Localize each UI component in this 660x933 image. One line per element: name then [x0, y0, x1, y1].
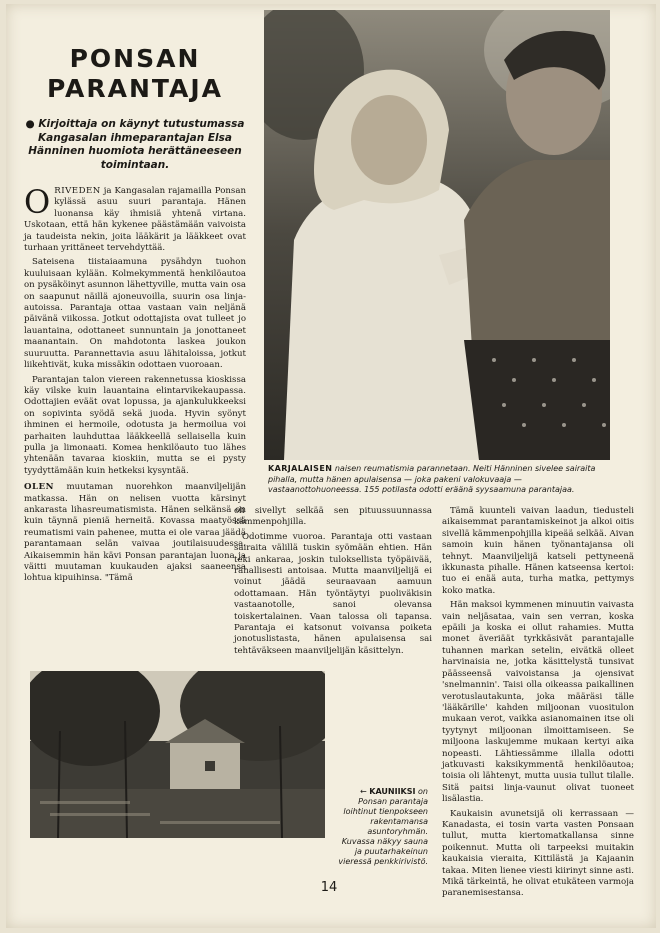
- paragraph: Tämä kuunteli vaivan laadun, tiedusteli aikaisemmat parantamiskeinot ja alkoi oitis sivellä kämmenpohjilla kipeää selkää. Aivan samoin kuin hänen työnantajansa oli tehnyt. Maanviljelijä katseli pettyneenä ikkunasta pihalle. Hänen katseensa kertoi: tuo ei enää auta, turha matka, pettymys koko matka.: [442, 506, 634, 596]
- photo-healer-residence: [30, 671, 325, 838]
- photo-bottom-caption: ← KAUNIIKSI on Ponsan parantaja loihtinut tienpokseen rakentamansa asuntoryhmän. Kuvassa näkyy sauna ja puutarhakeinun vieressä penkkirivistö.: [338, 787, 428, 866]
- photo-healer-with-patient: [264, 10, 610, 460]
- paragraph: Kaukaisin avunetsijä oli kerrassaan — Kanadasta, ei tosin varta vasten Ponsaan tullut, mutta kiertomatkallansa sinne poikennut. Mutta oli tarpeeksi muitakin kaukaisia vieraita, Kittilästä ja Kajaanin takaa. Miten lienee viesti kiirinyt sinne asti. Mikä tärkeintä, he olivat etukäteen varmoja paranemisestansa.: [442, 808, 634, 899]
- title-line-2: PARANTAJA: [46, 74, 223, 103]
- paragraph: Sateisena tiistaiaamuna pysähdyn tuohon kuuluisaan kylään. Kolmekymmentä henkilöautoa on pysäköinyt asunnon lähettyville, mutta vain osa on saapunut näillä ajoneuvoilla, suurin osa linja-autoissa. Parantaja ottaa vastaan vain neljänä päivänä viikossa. Jotkut odottajista ovat tulleet jo lauantaina, odottaneet sunnuntain ja jonottaneet maanantain. On mahdotonta laskea joukon suuruutta. Parannettavia asuu lähitaloissa, jotkut liikehtivät, kuka missäkin odottaen vuoroaan.: [24, 257, 246, 371]
- page-number: 14: [320, 880, 338, 895]
- photo-top-caption: KARJALAISEN naisen reumatismia parannetaan. Neiti Hänninen sivelee sairaita pihalla, mutta hänen apulaisensa — joka pakeni valokuvaaja — vastaanottohuoneessa. 155 potilasta odotti eräänä syysaamuna parantajaa.: [268, 464, 596, 494]
- paragraph: ORIVEDEN ja Kangasalan rajamailla Ponsan kylässä asuu suuri parantaja. Hänen luonansa käy ihmisiä yhtenä virtana. Uskotaan, että hän kykenee päästämään vaivoista ja taudeista nekin, joita lääkärit ja lääkkeet ovat turhaan yrittäneet tervehdyttää.: [24, 183, 246, 254]
- paragraph: Odotimme vuoroa. Parantaja otti vastaan sairaita välillä tuskin syömään ehtien. Hän teki ankaraa, joskin tuloksellista työpäivää, rahallisesti antoisaa. Mutta maanviljelijä ei voinut jäädä seuraavaan aamuun odottamaan. Hän työntäytyi puoliväkisin vastaanotolle, sanoi olevansa toiskertalainen. Vaan talossa oli tapansa. Parantaja ei katsonut voivansa poiketa jonotuslistasta, hänen apulaisensa sai tehtäväkseen maanviljelijän käsittelyn.: [234, 531, 432, 656]
- left-column: [24, 44, 246, 588]
- paragraph: Parantajan talon viereen rakennetussa kioskissa käy vilske kuin lauantaina elintarvikekaupassa. Odottajien eväät ovat lopussa, ja ajankulukkeeksi on sopivinta syödä sekä juoda. Hyvin syönyt ihminen ei hermoile, odotusta ja hermoilua voi parhaiten lauhduttaa lääkkeellä sellaisella kuin pulla ja limonaati. Komea henkilöauto tuo lähes yhtenään tavaraa kioskiin, mutta se ei pysty tyydyttämään kuin hetkeksi kysyntää.: [24, 374, 246, 476]
- magazine-page: [6, 4, 656, 928]
- column-3-text: [442, 506, 634, 903]
- paragraph: oli sivellyt selkää sen pituussuunnassa kämmenpohjilla.: [234, 506, 432, 528]
- article-title: [24, 44, 246, 104]
- column-1-text: [24, 183, 246, 585]
- paragraph: OLEN muutaman nuorehkon maanviljelijän matkassa. Hän on nelisen vuotta kärsinyt ankarasta lihasreumatismista. Hänen selkänsä on kuin täynnä pieniä herneitä. Kovassa maatyössä reumatismi vain pahenee, mutta ei ole varaa jäädä parantamaan selän vaivaa joutilaisuudessa. Aikaisemmin hän kävi Ponsan parantajan luona ja väitti muutaman kuukauden ajaksi saaneensa lohtua kipuihinsa. "Tämä: [24, 482, 246, 584]
- photo-illustration: [30, 671, 325, 838]
- column-2-text: [234, 506, 432, 660]
- bullet-icon: ●: [25, 118, 39, 130]
- drop-cap: O: [24, 183, 51, 221]
- article-lead: ● Kirjoittaja on käynyt tutustumassa Kangasalan ihmeparantajan Elsa Hänninen huomiota herättäneeseen toimintaan.: [25, 118, 245, 171]
- arrow-left-icon: ←: [360, 787, 367, 796]
- photo-illustration: [264, 10, 610, 460]
- paragraph: Hän maksoi kymmenen minuutin vaivasta vain neljäsataa, vain sen verran, koska epäili ja koska ei ollut rahamies. Mutta monet äveriäät tyrkkäsivät parantajalle tuhannen markan setelin, eivätkä olleet harvinaisia ne, jotka käsittelystä tunsivat päässeensä vaivoistansa ja ojensivat 'snelmannin'. Taisi olla oikeassa paikallinen verotuslautakunta, joka määräsi tälle 'lääkärille' kahden miljoonan vuositulon mukaan verot, vaikka asianomainen itse oli tyytynyt miljoonan ilmoittamiseen. Se miljoona laskujemme mukaan kertyi aika nopeasti. Lähtiessämme illalla odotti jatkuvasti kaksikymmentä henkilöautoa; toisia oli lähtenyt, mutta uusia tullut tilalle. Sitä paitsi linja-vaunut olivat tuoneet lisälastia.: [442, 600, 634, 805]
- title-line-1: PONSAN: [69, 44, 201, 73]
